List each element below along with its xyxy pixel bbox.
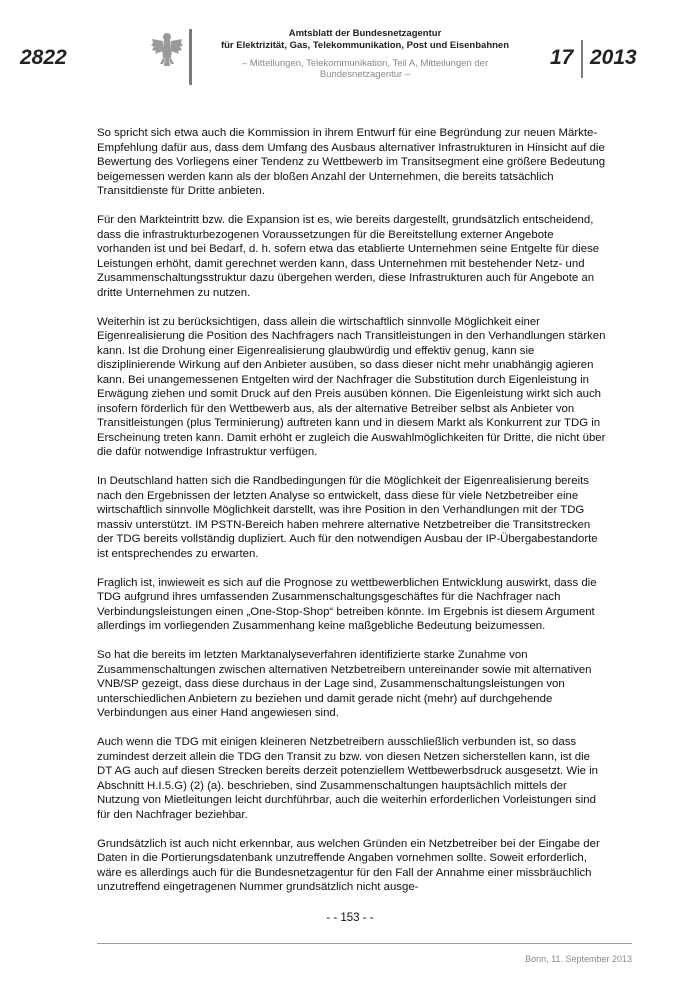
paragraph: Fraglich ist, inwieweit es sich auf die Prognose zu wettbewerblichen Entwicklung auswirkt, dass die TDG aufgrund ihres umfassenden Zusammenschaltungsgeschäftes für die Nachfrager nach Verbindungsleistungen einen „One-Stop-Shop“ betreiben könnte. Im Ergebnis ist diesem Argument allerdings im vorliegenden Zusammenhang keine maßgebliche Bedeutung beizumessen. <box>97 576 597 632</box>
paragraph: Weiterhin ist zu berücksichtigen, dass allein die wirtschaftlich sinnvolle Möglichkeit einer Eigenrealisierung die Position des Nachfragers nach Transitleistungen in den Verhandlungen stärken kann. Ist die Drohung einer Eigenrealisierung glaubwürdig und effektiv genug, kann sie disziplinierende Wirkung auf den Anbieter ausüben, so dass dieser nicht mehr unabhängig agieren kann. Bei unangemessenen Entgelten wird der Nachfrager die Substitution durch Eigenleistung in Erwägung ziehen und somit Druck auf den Preis ausüben können. Die Eigenleistung wirkt sich auch insofern förderlich für den Wettbewerb aus, als der alternative Betreiber selbst als Anbieter von Transitleistungen (plus Terminierung) auftreten kann und in diesem Markt als Konkurrent zur TDG in Erscheinung treten kann. Damit erhöht er zugleich die Auswahlmöglichkeiten für Dritte, die nicht über die dafür notwendige Infrastruktur verfügen. <box>97 315 606 458</box>
footer-date: Bonn, 11. September 2013 <box>525 954 632 964</box>
paragraph: Auch wenn die TDG mit einigen kleineren Netzbetreibern ausschließlich verbunden ist, so dass zumindest derzeit allein die TDG den Transit zu bzw. von diesen Netzen sicherstellen kann, ist die DT AG auch auf diesen Strecken bereits derzeit potenziellem Wettbewerbsdruck ausgesetzt. Wie in Abschnitt H.I.5.G) (2) (a). beschrieben, sind Zusammenschaltungen hauptsächlich mittels der Nutzung von Mietleitungen leicht durchführbar, auch die weiterhin erforderlichen Vorleistungen sind für den Nachfrager beziehbar. <box>97 736 599 821</box>
paragraph: So hat die bereits im letzten Marktanalyseverfahren identifizierte starke Zunahme von Zusammenschaltungen zwischen alternativen Netzbetreibern untereinander sowie mit alternativen VNB/SP gezeigt, dass diese durchaus in der Lage sind, Zusammenschaltungsleistungen von unterschiedlichen Anbietern zu beziehen und damit gerade nicht (mehr) auf durchgehende Verbindungen aus einer Hand angewiesen sind. <box>97 649 592 719</box>
header-divider <box>189 29 192 85</box>
footer-divider <box>97 943 632 944</box>
issue-number: 17 <box>550 46 574 69</box>
paragraph: In Deutschland hatten sich die Randbedingungen für die Möglichkeit der Eigenrealisierung bereits nach den Ergebnissen der letzten Analyse so entwickelt, dass diese für viele Netzbetreiber eine wirtschaftlich sinnvolle Möglichkeit darstellt, was ihre Position in den Verhandlungen mit der TDG massiv unterstützt. IM PSTN-Bereich haben mehrere alternative Netzbetreiber die Transitstrecken der TDG bereits vollständig dupliziert. Auch für den notwendigen Ausbau der IP-Übergabestandorte ist entsprechendes zu erwarten. <box>97 475 598 560</box>
gazette-title-line1: Amtsblatt der Bundesnetzagentur <box>288 28 442 39</box>
page-number: 2822 <box>20 46 67 69</box>
federal-eagle-icon <box>150 30 184 70</box>
body-text <box>97 126 607 909</box>
gazette-title-line2: für Elektrizität, Gas, Telekommunikation, Post und Eisenbahnen <box>220 40 510 51</box>
issue-divider <box>581 40 583 78</box>
gazette-title <box>205 28 525 52</box>
footer-page-label: - - 153 - - <box>326 912 374 924</box>
gazette-subtitle: – Mitteilungen, Telekommunikation, Teil A, Mitteilungen der Bundesnetzagentur – <box>241 58 489 80</box>
paragraph: Grundsätzlich ist auch nicht erkennbar, aus welchen Gründen ein Netzbetreiber bei der Eingabe der Daten in die Portierungsdatenbank unzutreffende Angaben vornehmen sollte. Soweit erforderlich, wäre es allerdings auch für die Bundesnetzagentur für den Fall der Annahme einer missbräuchlich unzutreffend eingetragenen Nummer grundsätzlich nicht ausge- <box>97 837 600 893</box>
paragraph: So spricht sich etwa auch die Kommission in ihrem Entwurf für eine Begründung zur neuen Märkte-Empfehlung dafür aus, dass dem Umfang des Ausbaus alternativer Infrastrukturen in Hinsicht auf die Bewertung des Vorliegens einer Tendenz zu Wettbewerb im Transitsegment eine größere Bedeutung beigemessen werden kann als der bloßen Anzahl der Unternehmen, die bereits tatsächlich Transitdienste für Dritte anbieten. <box>97 127 606 197</box>
issue-year: 2013 <box>590 46 637 69</box>
paragraph: Für den Markteintritt bzw. die Expansion ist es, wie bereits dargestellt, grundsätzlich entscheidend, dass die infrastrukturbezogenen Voraussetzungen für die Bereitstellung externer Angebote vorhanden ist und bei Bedarf, d. h. sofern etwa das etablierte Unternehmen seine Entgelte für diese Leistungen erhöht, damit gerechnet werden kann, dass Unternehmen mit bestehender Netz- und Zusammenschaltungsstruktur dazu übergehen werden, diese Infrastrukturen auch für Angebote an dritte Unternehmen zu nutzen. <box>97 214 600 299</box>
